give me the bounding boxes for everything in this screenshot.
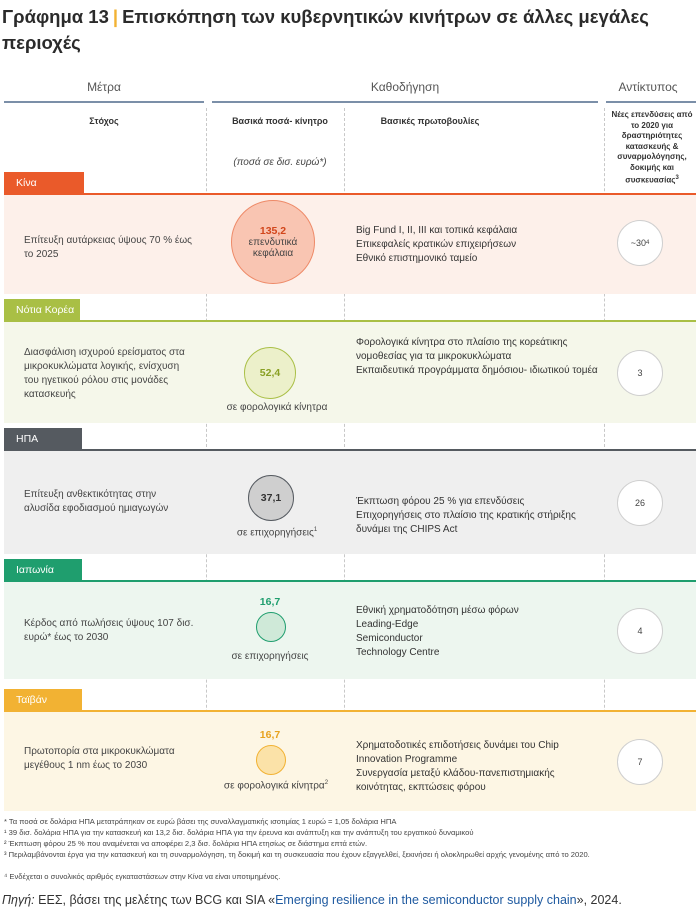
source-link[interactable]: Emerging resilience in the semiconductor supply chain: [275, 893, 577, 907]
value-label-korea: 52,4: [259, 367, 281, 379]
goal-taiwan: Πρωτοπορία στα μικροκυκλώματα μεγέθους 1 nm έως το 2030: [24, 746, 175, 771]
initiative-item: Εθνική χρηματοδότηση μέσω φόρων: [356, 605, 519, 616]
header-impact: Αντίκτυπος: [618, 80, 678, 94]
subheader-impact-sup: 3: [675, 175, 679, 181]
title-separator: |: [112, 6, 119, 27]
value-unit-china-2: κεφάλαια: [252, 248, 294, 259]
value-label-china: 135,2: [259, 225, 287, 237]
value-label-taiwan: 16,7: [259, 729, 281, 741]
impact-value-korea: 3: [637, 368, 643, 378]
region-line-taiwan: [4, 710, 696, 712]
region-label-usa: ΗΠΑ: [4, 428, 82, 450]
page-title: [2, 4, 698, 56]
goal-korea: Διασφάλιση ισχυρού ερείσματος στα μικροκυκλώματα λογικής, ενίσχυση του ηγετικού ρόλου στις μονάδες κατασκευής: [24, 347, 185, 400]
subheader-impact-text: Νέες επενδύσεις από το 2020 για δραστηριότητες κατασκευής & συναρμολόγησης, δοκιμής και συσκευασίας: [611, 110, 693, 185]
footnote-star: * Τα ποσά σε δολάρια ΗΠΑ μετατράπηκαν σε ευρώ βάσει της συναλλαγματικής ισοτιμίας 1 ευρώ = 1,05 δολάρια ΗΠΑ: [4, 817, 397, 826]
header-divider-measures: [4, 101, 204, 103]
region-label-korea: Νότια Κορέα: [4, 299, 80, 321]
initiative-item: Χρηματοδοτικές επιδοτήσεις δυνάμει του Chip Innovation Programme: [356, 740, 559, 765]
value-caption-taiwan-text: σε φορολογικά κίνητρα: [223, 780, 325, 792]
footnote-1: ¹ 39 δισ. δολάρια ΗΠΑ για την κατασκευή και 13,2 δισ. δολάρια ΗΠΑ για την έρευνα και ανάπτυξη και την ανάπτυξη του εργατικού δυναμικού: [4, 828, 474, 837]
initiative-item: Big Fund I, II, III και τοπικά κεφάλαια: [356, 225, 518, 236]
value-caption-usa-text: σε επιχορηγήσεις: [236, 527, 314, 539]
value-circle-japan: [256, 612, 286, 642]
footnote-2: ² Έκπτωση φόρου 25 % που αναμένεται να αποφέρει 2,3 δισ. δολάρια ΗΠΑ ετησίως σε διάστημα επτά ετών.: [4, 839, 368, 848]
value-circle-korea: [244, 347, 296, 399]
initiative-item: Semiconductor: [356, 633, 423, 644]
source-text: ΕΕΣ, βάσει της μελέτης των BCG και SIA «: [34, 893, 276, 907]
impact-value-japan: 4: [637, 626, 643, 636]
initiatives-taiwan: [356, 739, 606, 795]
initiative-item: Technology Centre: [356, 647, 440, 658]
impact-value-china: ~30: [630, 238, 646, 248]
goal-china: Επίτευξη αυτάρκειας ύψους 70 % έως το 2025: [24, 235, 192, 260]
subheader-goal: Στόχος: [89, 116, 119, 126]
incentive-unit-note: (ποσά σε δισ. ευρώ*): [233, 157, 327, 168]
value-caption-japan: σε επιχορηγήσεις: [231, 651, 309, 662]
subheader-impact: [608, 110, 696, 186]
goal-japan: Κέρδος από πωλήσεις ύψους 107 δισ. ευρώ* έως το 2030: [24, 618, 194, 643]
value-label-japan: 16,7: [259, 596, 281, 608]
header-measures: Μέτρα: [87, 80, 121, 94]
initiative-item: Έκπτωση φόρου 25 % για επενδύσεις: [356, 496, 525, 507]
value-caption-taiwan: [206, 780, 346, 791]
region-label-china: Κίνα: [4, 172, 84, 194]
value-caption-usa-sup: 1: [313, 527, 318, 533]
impact-circle-korea: [617, 350, 663, 396]
footnote-4: ⁴ Ενδέχεται ο συνολικός αριθμός εγκαταστάσεων στην Κίνα να είναι υποτιμημένος.: [4, 872, 281, 881]
impact-circle-japan: [617, 608, 663, 654]
impact-circle-taiwan: [617, 739, 663, 785]
subheader-incentive: Βασικά ποσά- κίνητρο: [232, 116, 328, 126]
header-guidance: Καθοδήγηση: [370, 80, 440, 94]
initiative-item: Εκπαιδευτικά προγράμματα δημόσιου- ιδιωτικού τομέα: [356, 365, 598, 376]
value-caption-usa: [210, 527, 344, 538]
initiative-item: Επικεφαλείς κρατικών επιχειρήσεων: [356, 239, 517, 250]
initiatives-china: [356, 224, 606, 266]
chart-title: Επισκόπηση των κυβερνητικών κινήτρων σε άλλες μεγάλες περιοχές: [2, 6, 649, 53]
initiatives-japan: [356, 604, 606, 660]
value-caption-taiwan-sup: 2: [324, 780, 329, 786]
source-line: [2, 893, 622, 907]
region-line-korea: [4, 320, 696, 322]
value-caption-korea: σε φορολογικά κίνητρα: [226, 402, 328, 413]
region-line-usa: [4, 449, 696, 451]
value-circle-china: [231, 200, 315, 284]
chart-number: Γράφημα 13: [2, 6, 109, 27]
region-line-china: [4, 193, 696, 195]
region-line-japan: [4, 580, 696, 582]
value-circle-taiwan: [256, 745, 286, 775]
region-label-japan: Ιαπωνία: [4, 559, 82, 581]
initiative-item: Leading-Edge: [356, 619, 419, 630]
header-divider-impact: [606, 101, 696, 103]
footnote-3: ³ Περιλαμβάνονται έργα για την κατασκευή και τη συναρμολόγηση, τη δοκιμή και τη συσκευασία που έχουν εξαγγελθεί, ξεκινήσει ή ολοκληρωθεί αρχής γενομένης από το 2020.: [4, 850, 590, 859]
impact-sup-china: 4: [645, 240, 650, 246]
region-label-taiwan: Ταϊβάν: [4, 689, 82, 711]
value-unit-china-1: επενδυτικά: [248, 237, 298, 248]
subheader-initiatives: Βασικές πρωτοβουλίες: [380, 116, 480, 126]
impact-value-taiwan: 7: [637, 757, 643, 767]
value-circle-usa: [248, 475, 294, 521]
initiative-item: Φορολογικά κίνητρα στο πλαίσιο της κορεάτικης νομοθεσίας για τα μικροκυκλώματα: [356, 337, 568, 362]
initiative-item: Επιχορηγήσεις στο πλαίσιο της κρατικής στήριξης δυνάμει της CHIPS Act: [356, 510, 576, 535]
goal-usa: Επίτευξη ανθεκτικότητας στην αλυσίδα εφοδιασμού ημιαγωγών: [24, 489, 169, 514]
initiatives-korea: [356, 336, 606, 378]
initiative-item: Συνεργασία μεταξύ κλάδου-πανεπιστημιακής κοινότητας, εκπτώσεις φόρου: [356, 768, 555, 793]
impact-circle-china: [617, 220, 663, 266]
initiatives-usa: [356, 495, 606, 537]
source-prefix: Πηγή:: [2, 893, 35, 907]
header-divider-guidance: [212, 101, 598, 103]
source-suffix: », 2024.: [576, 893, 622, 907]
impact-circle-usa: [617, 480, 663, 526]
impact-value-usa: 26: [634, 498, 645, 508]
initiative-item: Εθνικό επιστημονικό ταμείο: [356, 253, 478, 264]
value-label-usa: 37,1: [260, 492, 282, 504]
